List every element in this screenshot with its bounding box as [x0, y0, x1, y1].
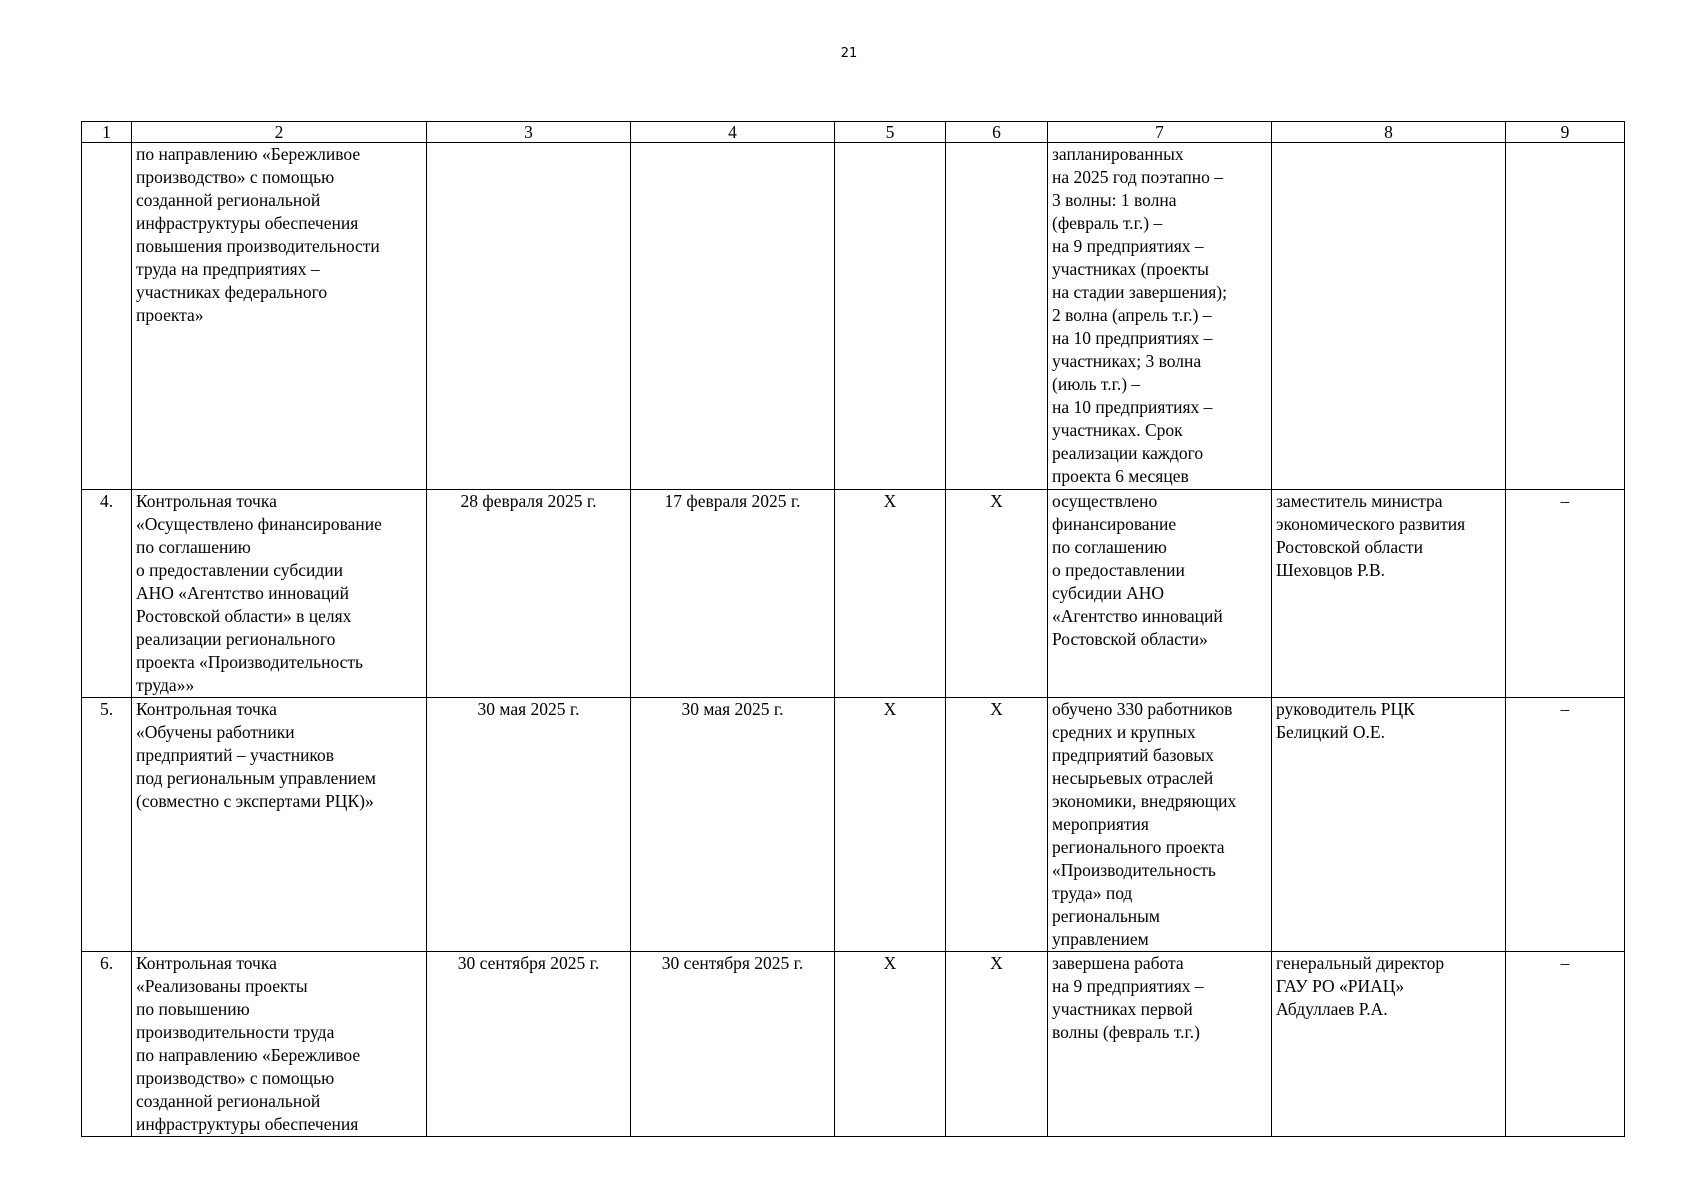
row-number-cell: 4. [82, 490, 132, 698]
actual-date-cell: 30 мая 2025 г. [631, 698, 835, 952]
planned-date-cell: 30 сентября 2025 г. [427, 952, 631, 1137]
planned-date-cell: 28 февраля 2025 г. [427, 490, 631, 698]
note-cell: – [1506, 698, 1625, 952]
col6-cell: Х [946, 952, 1048, 1137]
result-cell: запланированных на 2025 год поэтапно – 3 волны: 1 волна (февраль т.г.) – на 9 предприятиях – участниках (проекты на стадии завершения); 2 волна (апрель т.г.) – на 10 предприятиях – участниках; 3 волна (июль т.г.) – на 10 предприятиях – участниках. Срок реализации каждого проекта 6 месяцев [1048, 143, 1272, 490]
row-number-cell: 5. [82, 698, 132, 952]
row-number-cell [82, 143, 132, 490]
actual-date-cell: 17 февраля 2025 г. [631, 490, 835, 698]
col6-cell [946, 143, 1048, 490]
note-cell: – [1506, 490, 1625, 698]
result-cell: завершена работа на 9 предприятиях – участниках первой волны (февраль т.г.) [1048, 952, 1272, 1137]
planned-date-cell: 30 мая 2025 г. [427, 698, 631, 952]
table-row [82, 143, 1625, 490]
row-name-cell: Контрольная точка «Реализованы проекты по повышению производительности труда по направлению «Бережливое производство» с помощью созданной региональной инфраструктуры обеспечения [132, 952, 427, 1137]
header-cell-3: 3 [427, 122, 631, 143]
note-cell: – [1506, 952, 1625, 1137]
responsible-cell: руководитель РЦК Белицкий О.Е. [1272, 698, 1506, 952]
header-cell-9: 9 [1506, 122, 1625, 143]
table-row [82, 952, 1625, 1137]
header-cell-8: 8 [1272, 122, 1506, 143]
table-row [82, 698, 1625, 952]
planned-date-cell [427, 143, 631, 490]
header-row [82, 122, 1625, 143]
actual-date-cell: 30 сентября 2025 г. [631, 952, 835, 1137]
header-cell-4: 4 [631, 122, 835, 143]
col5-cell: Х [835, 698, 946, 952]
note-cell [1506, 143, 1625, 490]
row-name-cell: Контрольная точка «Осуществлено финансирование по соглашению о предоставлении субсидии АНО «Агентство инноваций Ростовской области» в целях реализации регионального проекта «Производительность труда»» [132, 490, 427, 698]
actual-date-cell [631, 143, 835, 490]
col5-cell: Х [835, 490, 946, 698]
header-cell-7: 7 [1048, 122, 1272, 143]
header-cell-5: 5 [835, 122, 946, 143]
responsible-cell: заместитель министра экономического развития Ростовской области Шеховцов Р.В. [1272, 490, 1506, 698]
header-cell-2: 2 [132, 122, 427, 143]
col6-cell: Х [946, 490, 1048, 698]
table-row [82, 490, 1625, 698]
header-cell-6: 6 [946, 122, 1048, 143]
header-cell-1: 1 [82, 122, 132, 143]
result-cell: осуществлено финансирование по соглашению о предоставлении субсидии АНО «Агентство инноваций Ростовской области» [1048, 490, 1272, 698]
row-number-cell: 6. [82, 952, 132, 1137]
page-number: 21 [840, 46, 858, 61]
responsible-cell [1272, 143, 1506, 490]
row-name-cell: по направлению «Бережливое производство» с помощью созданной региональной инфраструктуры обеспечения повышения производительности труда на предприятиях – участниках федерального проекта» [132, 143, 427, 490]
row-name-cell: Контрольная точка «Обучены работники предприятий – участников под региональным управлением (совместно с экспертами РЦК)» [132, 698, 427, 952]
result-cell: обучено 330 работников средних и крупных предприятий базовых несырьевых отраслей экономики, внедряющих мероприятия регионального проекта «Производительность труда» под региональным управлением [1048, 698, 1272, 952]
col5-cell [835, 143, 946, 490]
col5-cell: Х [835, 952, 946, 1137]
control-points-table [81, 121, 1625, 1137]
responsible-cell: генеральный директор ГАУ РО «РИАЦ» Абдуллаев Р.А. [1272, 952, 1506, 1137]
col6-cell: Х [946, 698, 1048, 952]
